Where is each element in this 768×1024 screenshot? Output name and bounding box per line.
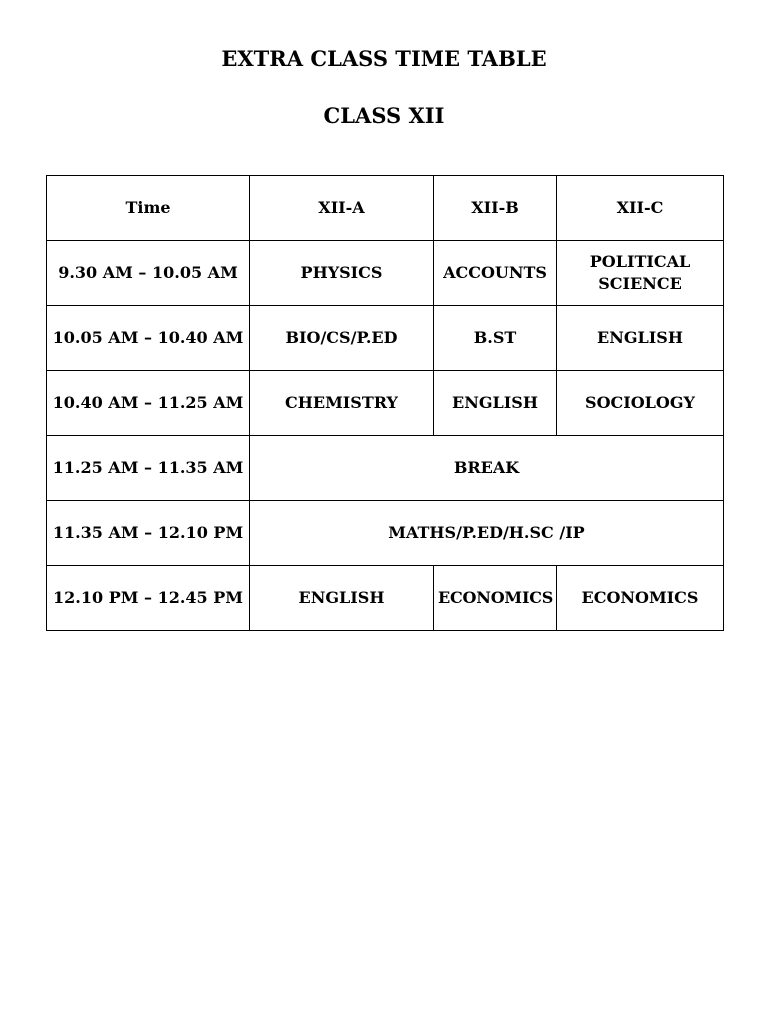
header-xii-c: XII-C (557, 176, 724, 241)
timetable (46, 175, 724, 631)
subject-cell-xii-a: CHEMISTRY (250, 371, 434, 436)
time-cell: 12.10 PM – 12.45 PM (47, 566, 250, 631)
subject-cell-xii-a: ENGLISH (250, 566, 434, 631)
table-row (47, 306, 724, 371)
time-cell: 9.30 AM – 10.05 AM (47, 241, 250, 306)
subject-cell-xii-b: ECONOMICS (434, 566, 557, 631)
header-time: Time (47, 176, 250, 241)
table-row (47, 566, 724, 631)
table-row (47, 371, 724, 436)
subject-cell-xii-c: ECONOMICS (557, 566, 724, 631)
document-subtitle: CLASS XII (323, 103, 445, 128)
table-row (47, 436, 724, 501)
time-cell: 10.40 AM – 11.25 AM (47, 371, 250, 436)
subject-cell-xii-a: BIO/CS/P.ED (250, 306, 434, 371)
subject-cell-xii-b: ACCOUNTS (434, 241, 557, 306)
table-row (47, 241, 724, 306)
time-cell: 11.35 AM – 12.10 PM (47, 501, 250, 566)
subject-line-2: SCIENCE (598, 274, 682, 293)
header-xii-b: XII-B (434, 176, 557, 241)
subject-cell-xii-c: ENGLISH (557, 306, 724, 371)
time-cell: 11.25 AM – 11.35 AM (47, 436, 250, 501)
document-title: EXTRA CLASS TIME TABLE (221, 46, 547, 71)
subject-cell-xii-c: SOCIOLOGY (557, 371, 724, 436)
merged-cell-break: BREAK (250, 436, 724, 501)
subject-cell-xii-a: PHYSICS (250, 241, 434, 306)
subject-line-1: POLITICAL (589, 252, 691, 271)
subject-cell-xii-b: B.ST (434, 306, 557, 371)
header-row (47, 176, 724, 241)
table-row (47, 501, 724, 566)
subject-cell-xii-b: ENGLISH (434, 371, 557, 436)
merged-cell-subjects: MATHS/P.ED/H.SC /IP (250, 501, 724, 566)
subject-cell-xii-c (557, 241, 724, 306)
time-cell: 10.05 AM – 10.40 AM (47, 306, 250, 371)
header-xii-a: XII-A (250, 176, 434, 241)
